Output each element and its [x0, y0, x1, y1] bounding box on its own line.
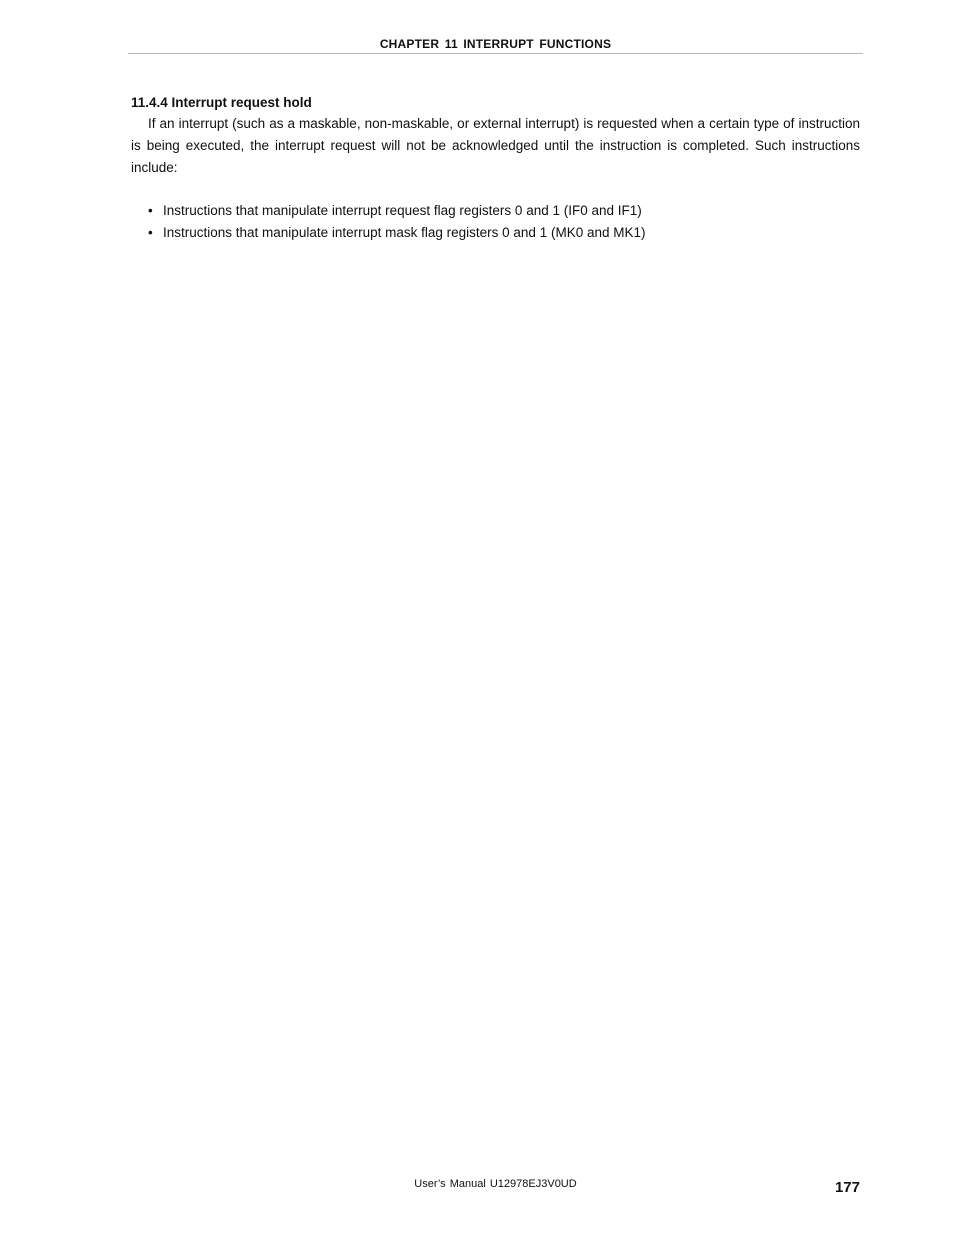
footer-manual-id: User’s Manual U12978EJ3V0UD	[414, 1178, 577, 1190]
bullet-icon: •	[148, 203, 153, 218]
list-item	[131, 222, 860, 244]
instruction-list	[131, 200, 860, 244]
section-heading: 11.4.4 Interrupt request hold	[131, 95, 312, 110]
running-header: CHAPTER 11 INTERRUPT FUNCTIONS	[379, 37, 612, 51]
list-item-text: Instructions that manipulate interrupt request flag registers 0 and 1 (IF0 and IF1)	[163, 203, 642, 218]
bullet-icon: •	[148, 225, 153, 240]
page-number: 177	[834, 1179, 860, 1196]
header-divider	[128, 53, 863, 54]
list-item	[131, 200, 860, 222]
body-paragraph: If an interrupt (such as a maskable, non-maskable, or external interrupt) is requested when a certain type of instruction is being executed, the interrupt request will not be acknowledged until the instruction is completed. Such instructions include:	[131, 116, 860, 175]
list-item-text: Instructions that manipulate interrupt mask flag registers 0 and 1 (MK0 and MK1)	[163, 225, 646, 240]
